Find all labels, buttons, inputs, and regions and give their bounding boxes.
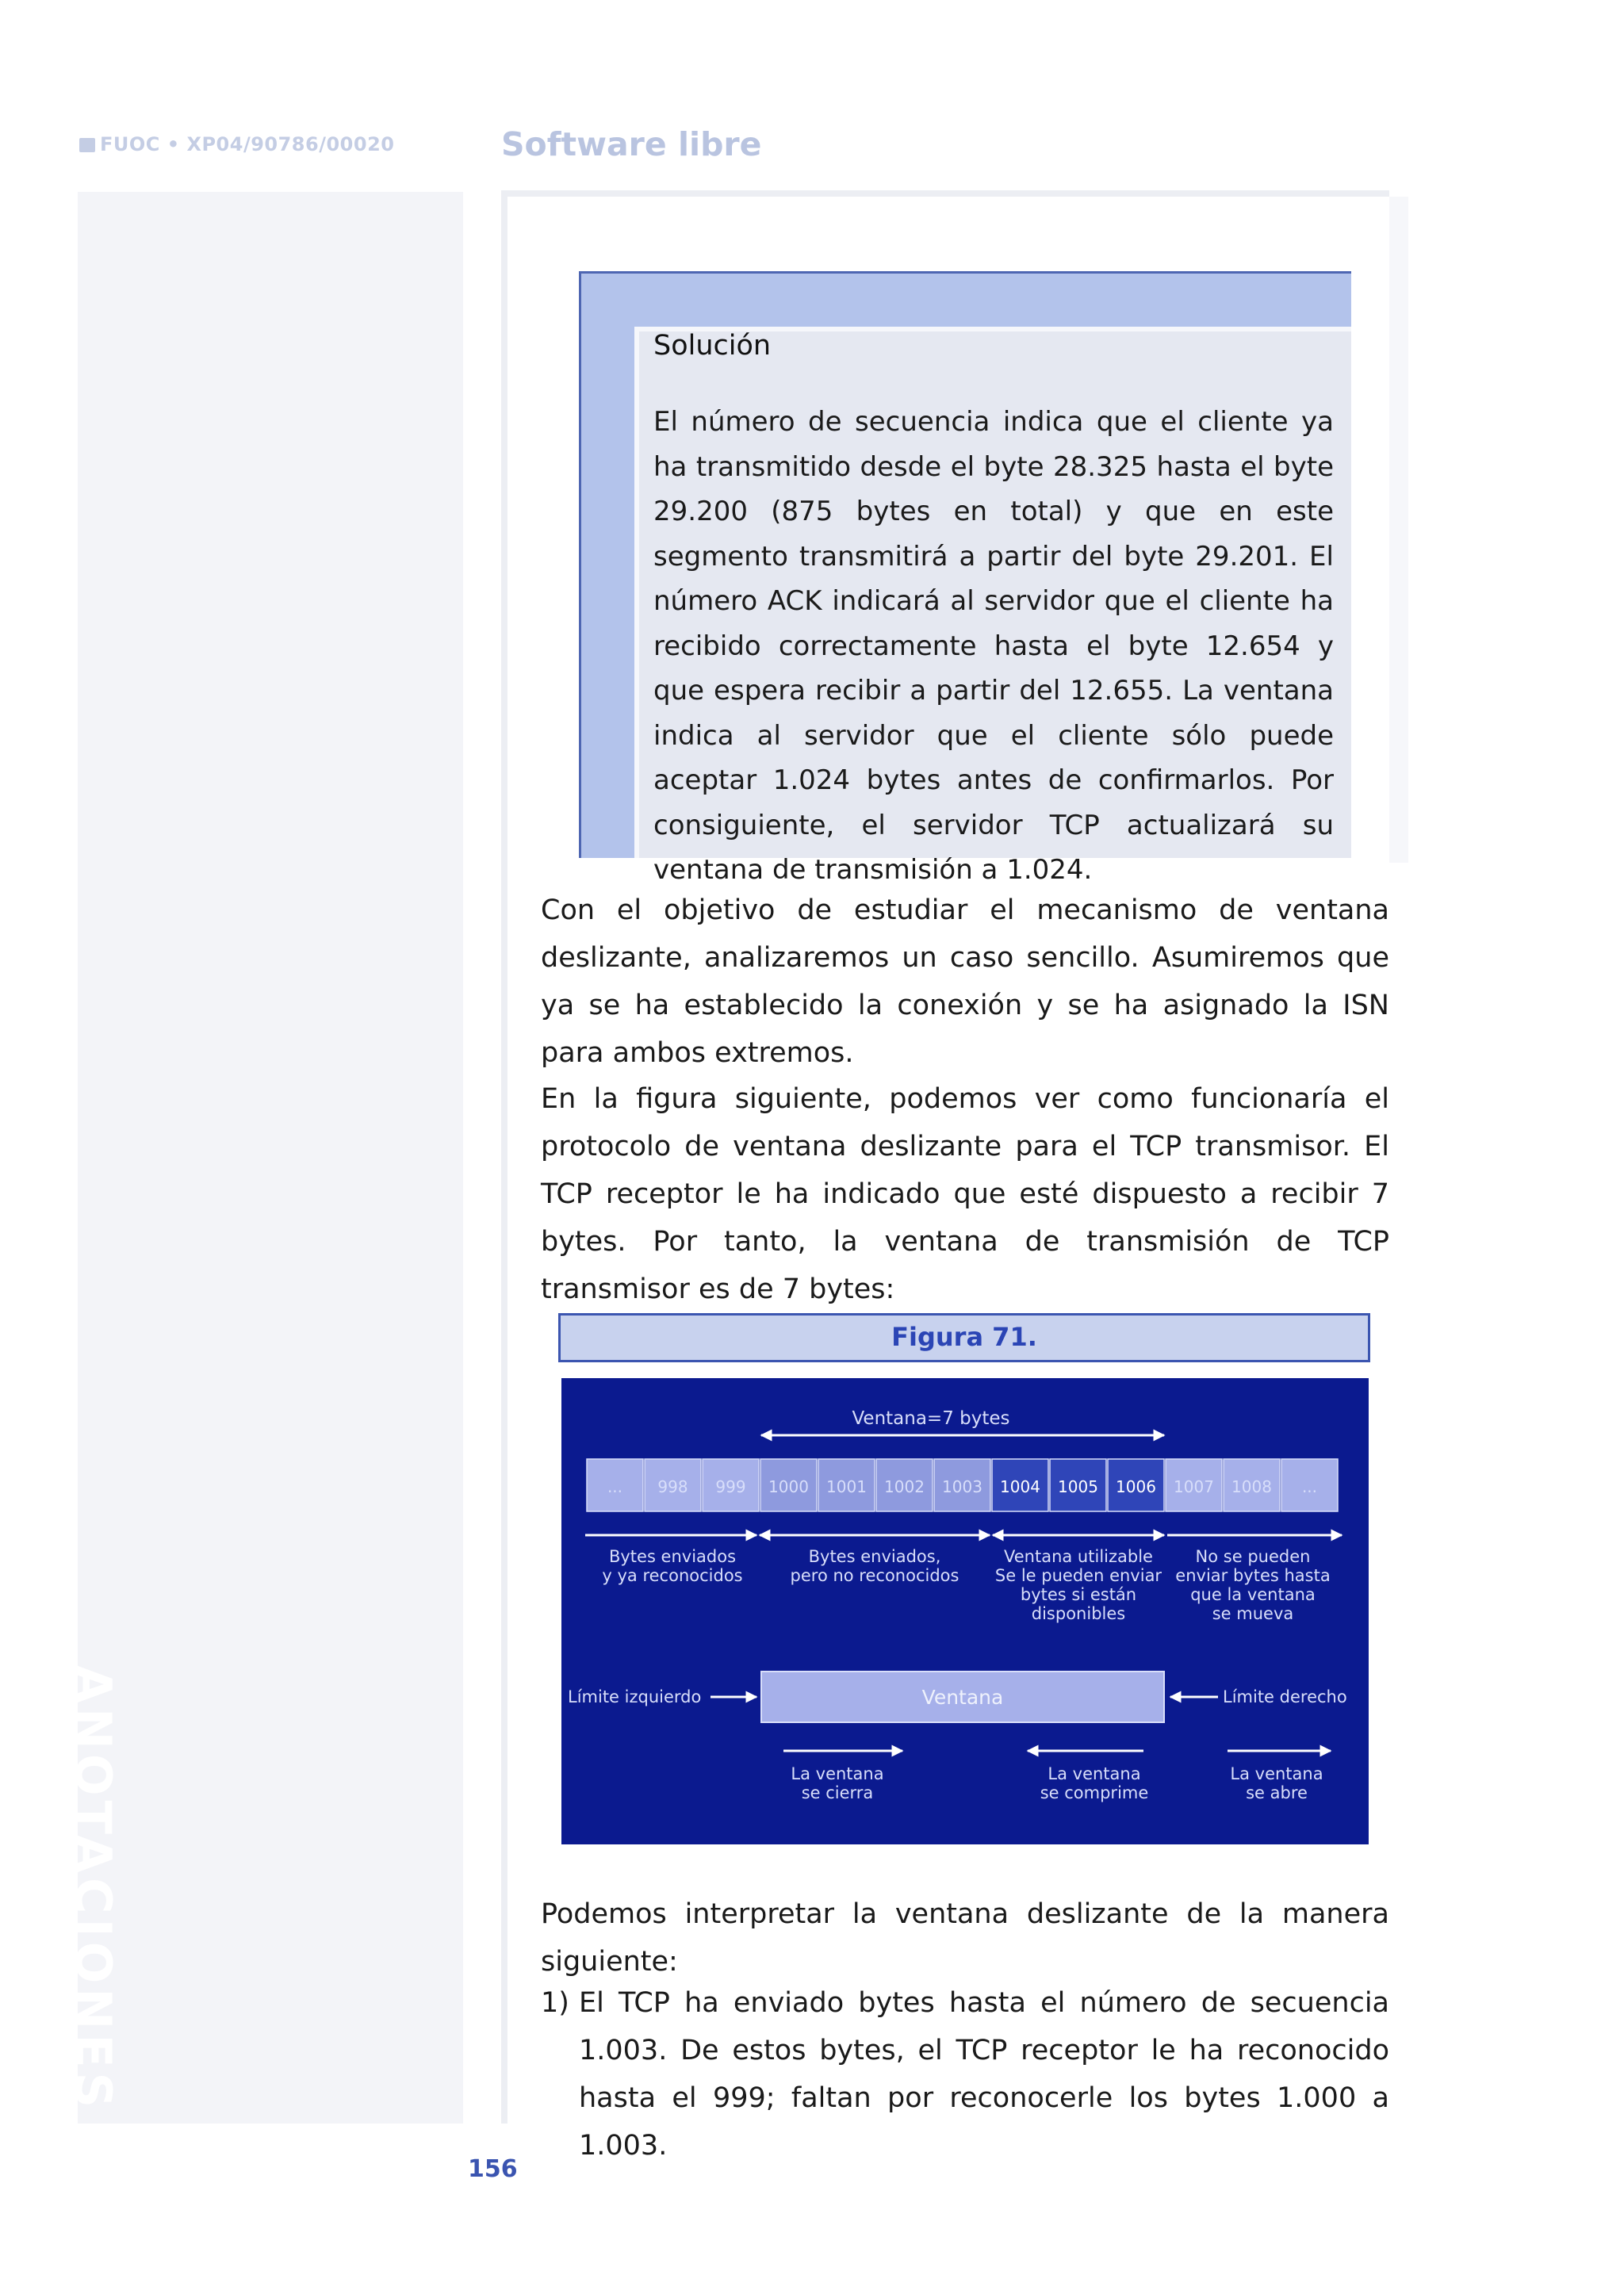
- region-acked-line-2: y ya reconocidos: [602, 1566, 743, 1585]
- byte-cell-label: 1000: [768, 1477, 809, 1496]
- region-usable-line-4: disponibles: [1031, 1604, 1126, 1623]
- window-compresses-line-2: se comprime: [1040, 1783, 1149, 1802]
- annotations-sidebar: [64, 192, 463, 2124]
- window-size-label: Ventana=7 bytes: [852, 1408, 1010, 1429]
- region-unacked-line-2: pero no reconocidos: [790, 1566, 959, 1585]
- list-item-number: 1): [541, 1987, 569, 2019]
- byte-cell-label: 1008: [1231, 1477, 1272, 1496]
- fuoc-logo-icon: [79, 138, 95, 152]
- window-compresses-line-1: La ventana: [1048, 1764, 1141, 1783]
- byte-cell-label: 1006: [1116, 1477, 1156, 1496]
- region-blocked-line-3: que la ventana: [1190, 1585, 1316, 1604]
- region-acked-line-1: Bytes enviados: [608, 1547, 737, 1566]
- publisher-code-text: FUOC • XP04/90786/00020: [100, 133, 395, 155]
- page-number: 156: [468, 2155, 518, 2183]
- frame-left-rule: [501, 197, 508, 2124]
- window-bar-label: Ventana: [921, 1686, 1004, 1709]
- right-limit-label: Límite derecho: [1223, 1687, 1347, 1706]
- byte-cell-label: 1001: [826, 1477, 867, 1496]
- byte-cell-label: 998: [657, 1477, 688, 1496]
- window-opens-line-1: La ventana: [1230, 1764, 1323, 1783]
- window-closes-line-1: La ventana: [791, 1764, 884, 1783]
- region-usable-line-1: Ventana utilizable: [1004, 1547, 1153, 1566]
- byte-cell-label: 999: [715, 1477, 746, 1496]
- byte-cell-label: 1007: [1174, 1477, 1214, 1496]
- region-unacked-line-1: Bytes enviados,: [808, 1547, 941, 1566]
- paragraph-intro: Con el objetivo de estudiar el mecanismo de ventana deslizante, analizaremos un caso sencillo. Asumiremos que ya se ha establecido la conexión y se ha asignado la ISN para ambos extremos.: [541, 894, 1389, 1069]
- region-blocked-line-1: No se pueden: [1195, 1547, 1311, 1566]
- frame-right-shade: [1389, 197, 1408, 863]
- byte-cell-label: 1002: [884, 1477, 925, 1496]
- sliding-window-figure: [561, 1378, 1369, 1844]
- byte-cell-label: 1004: [1000, 1477, 1040, 1496]
- byte-cell-label: 1003: [942, 1477, 982, 1496]
- paragraph-figure-lead: En la figura siguiente, podemos ver como funcionaría el protocolo de ventana deslizante para el TCP transmisor. El TCP receptor le ha indicado que esté dispuesto a recibir 7 bytes. Por tanto, la ventana de transmisión de TCP transmisor es de 7 bytes:: [541, 1083, 1389, 1305]
- paragraph-interpretation: Podemos interpretar la ventana deslizante de la manera siguiente:: [541, 1898, 1389, 1978]
- byte-cell-label: ...: [607, 1477, 623, 1496]
- region-blocked-line-2: enviar bytes hasta: [1175, 1566, 1331, 1585]
- window-opens-line-2: se abre: [1246, 1783, 1308, 1802]
- byte-cell-label: ...: [1301, 1477, 1318, 1496]
- window-closes-line-2: se cierra: [801, 1783, 874, 1802]
- figure-caption: Figura 71.: [558, 1313, 1370, 1362]
- byte-cell-label: 1005: [1058, 1477, 1098, 1496]
- publisher-code: [79, 133, 394, 155]
- solution-text: El número de secuencia indica que el cliente ya ha transmitido desde el byte 28.325 hasta el byte 29.200 (875 bytes en total) y que en este segmento transmitirá a partir del byte 29.201. El número ACK indicará al servidor que el cliente ha recibido correctamente hasta el byte 12.654 y que espera recibir a partir del 12.655. La ventana indica al servidor que el cliente sólo puede aceptar 1.024 bytes antes de confirmarlos. Por consiguiente, el servidor TCP actualizará su ventana de transmisión a 1.024.: [653, 406, 1334, 886]
- region-usable-line-3: bytes si están: [1020, 1585, 1137, 1604]
- region-usable-line-2: Se le pueden enviar: [994, 1566, 1162, 1585]
- annotations-label: ANOTACIONES: [64, 1665, 122, 2113]
- solution-title: Solución: [653, 330, 772, 362]
- region-blocked-line-4: se mueva: [1212, 1604, 1294, 1623]
- list-item-text: El TCP ha enviado bytes hasta el número de secuencia 1.003. De estos bytes, el TCP receptor le ha reconocido hasta el 999; faltan por reconocerle los bytes 1.000 a 1.003.: [579, 1987, 1389, 2162]
- left-limit-label: Límite izquierdo: [568, 1687, 702, 1706]
- byte-cells: [587, 1459, 1338, 1511]
- frame-top-rule: [501, 190, 1389, 197]
- book-title: Software libre: [501, 125, 762, 163]
